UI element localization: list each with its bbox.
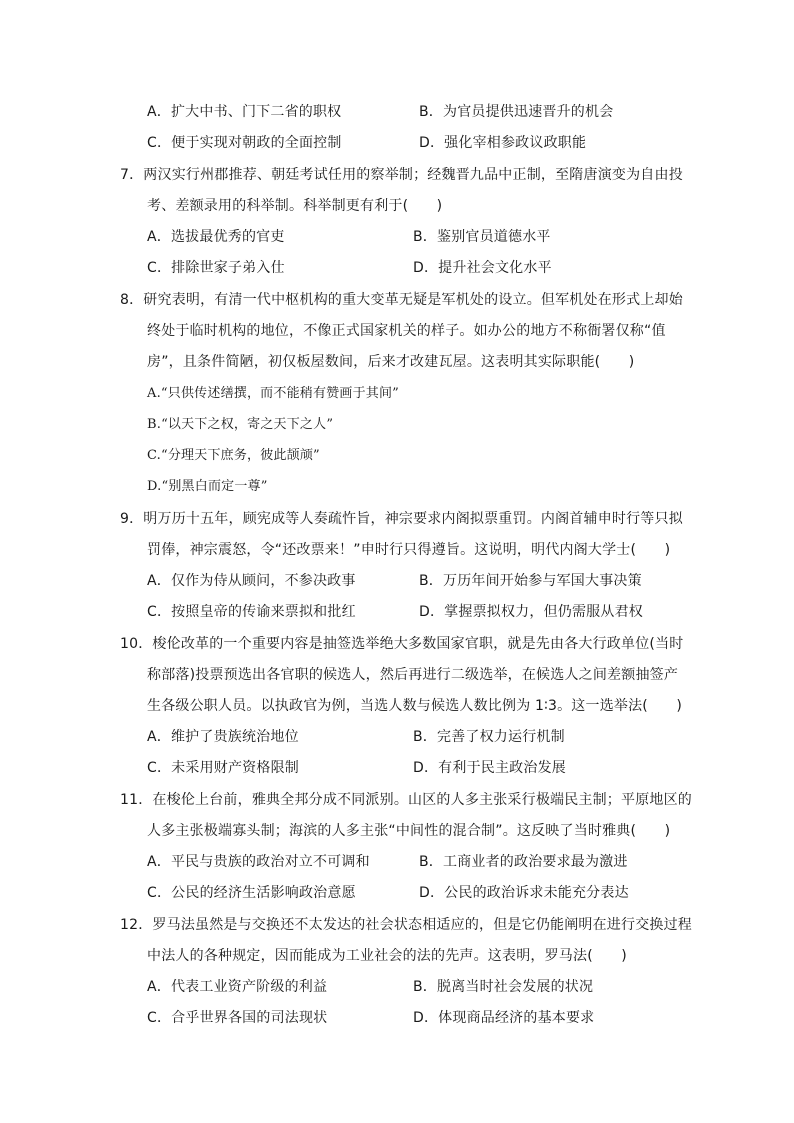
q8-stem-line-2: 终处于临时机构的地位，不像正式国家机关的样子。如办公的地方不称衙署仅称“值 [147, 323, 666, 339]
q9-option-b: B．万历年间开始参与军国大事决策 [419, 573, 642, 589]
q9-stem-line-1: 9．明万历十五年，顾宪成等人奏疏忤旨，神宗要求内阁拟票重罚。内阁首辅申时行等只拟 [120, 511, 683, 527]
q7-option-a: A．选拔最优秀的官吏 [147, 229, 285, 245]
q10-stem-line-2: 称部落)投票预选出各官职的候选人，然后再进行二级选举，在候选人之间差额抽签产 [147, 667, 679, 683]
q8-option-b: B.“以天下之权，寄之天下之人” [147, 417, 334, 432]
q7-option-c: C．排除世家子弟入仕 [147, 260, 285, 276]
q8-option-c: C.“分理天下庶务，彼此颉颃” [147, 448, 320, 463]
q9-stem-line-2: 罚俸，神宗震怒，令“还改票来！”申时行只得遵旨。这说明，明代内阁大学士( ) [147, 542, 671, 558]
q6-option-b: B．为官员提供迅速晋升的机会 [419, 104, 614, 120]
q8-option-d: D.“别黑白而定一尊” [147, 479, 268, 494]
q12-stem-line-2: 中法人的各种规定，因而能成为工业社会的法的先声。这表明，罗马法( ) [147, 948, 627, 964]
q9-option-a: A．仅作为侍从顾问，不参决政事 [147, 573, 356, 589]
q6-option-a: A．扩大中书、门下二省的职权 [147, 104, 342, 120]
q10-option-a: A．维护了贵族统治地位 [147, 729, 299, 745]
q11-option-c: C．公民的经济生活影响政治意愿 [147, 885, 356, 901]
q11-stem-line-2: 人多主张极端寡头制；海滨的人多主张“中间性的混合制”。这反映了当时雅典( ) [147, 823, 671, 839]
q10-option-d: D．有利于民主政治发展 [413, 760, 566, 776]
q8-stem-line-1: 8．研究表明，有清一代中枢机构的重大变革无疑是军机处的设立。但军机处在形式上却始 [120, 292, 683, 308]
q12-option-d: D．体现商品经济的基本要求 [413, 1010, 595, 1026]
q10-option-b: B．完善了权力运行机制 [413, 729, 565, 745]
q6-option-c: C．便于实现对朝政的全面控制 [147, 135, 342, 151]
q12-option-a: A．代表工业资产阶级的利益 [147, 979, 328, 995]
q10-stem-line-3: 生各级公职人员。以执政官为例，当选人数与候选人数比例为 1∶3。这一选举法( ) [147, 698, 683, 714]
q12-option-b: B．脱离当时社会发展的状况 [413, 979, 594, 995]
q10-stem-line-1: 10．梭伦改革的一个重要内容是抽签选举绝大多数国家官职，就是先由各大行政单位(当时 [120, 636, 684, 652]
q7-option-d: D．提升社会文化水平 [413, 260, 552, 276]
q7-stem-line-2: 考、差额录用的科举制。科举制更有利于( ) [147, 198, 443, 214]
q11-stem-line-1: 11．在梭伦上台前，雅典全邦分成不同派别。山区的人多主张采行极端民主制；平原地区的 [120, 792, 693, 808]
q9-option-d: D．掌握票拟权力，但仍需服从君权 [419, 604, 643, 620]
q8-stem-line-3: 房”，且条件简陋，初仅板屋数间，后来才改建瓦屋。这表明其实际职能( ) [147, 354, 635, 370]
q8-option-a: A.“只供传述缮撰，而不能稍有赞画于其间” [147, 386, 400, 401]
q12-option-c: C．合乎世界各国的司法现状 [147, 1010, 328, 1026]
q11-option-b: B．工商业者的政治要求最为激进 [419, 854, 628, 870]
q9-option-c: C．按照皇帝的传谕来票拟和批红 [147, 604, 356, 620]
q7-stem-line-1: 7．两汉实行州郡推荐、朝廷考试任用的察举制；经魏晋九品中正制，至隋唐演变为自由投 [120, 167, 683, 183]
q7-option-b: B．鉴别官员道德水平 [413, 229, 551, 245]
q11-option-a: A．平民与贵族的政治对立不可调和 [147, 854, 370, 870]
q12-stem-line-1: 12．罗马法虽然是与交换还不太发达的社会状态相适应的，但是它仍能阐明在进行交换过程 [120, 917, 693, 933]
q6-option-d: D．强化宰相参政议政职能 [419, 135, 587, 151]
q11-option-d: D．公民的政治诉求未能充分表达 [419, 885, 629, 901]
q10-option-c: C．未采用财产资格限制 [147, 760, 299, 776]
